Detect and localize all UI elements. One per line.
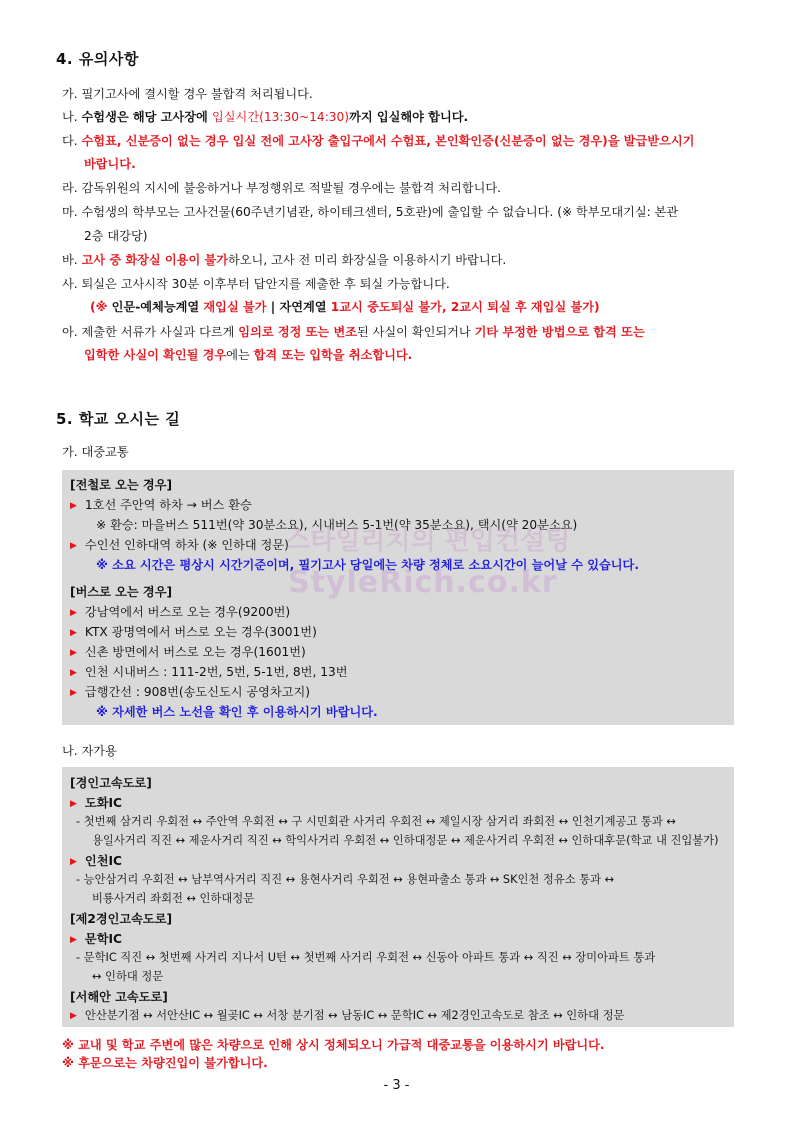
note-science: | 자연계열 [270, 300, 327, 314]
bullet-icon: ▶ [70, 541, 77, 551]
bullet-icon: ▶ [70, 608, 77, 618]
car-label: 나. 자가용 [62, 744, 117, 758]
notice-sa: 사. 퇴실은 고사시작 30분 이후부터 답안지를 제출한 후 퇴실 가능합니다. [62, 277, 450, 291]
page-number: - 3 - [383, 1078, 410, 1093]
notice-da-prefix: 다. [62, 134, 82, 148]
west-route [70, 1008, 624, 1025]
notice-na-time: 입실시간(13:30~14:30) [212, 110, 350, 124]
notice-na [62, 109, 468, 125]
footer-note-2: ※ 후문으로는 차량진입이 불가합니다. [62, 1056, 268, 1070]
notice-a-hl4: 합격 또는 입학을 취소합니다. [253, 348, 413, 362]
bullet-icon: ▶ [70, 688, 77, 698]
notice-ma-cont: 2층 대강당) [84, 229, 148, 243]
notice-a-hl1: 임의로 정정 또는 변조 [238, 325, 357, 339]
bullet-icon: ▶ [70, 628, 77, 638]
highway-2-heading: [제2경인고속도로] [70, 912, 173, 926]
bullet-icon: ▶ [70, 668, 77, 678]
bullet-icon: ▶ [70, 501, 77, 511]
note-open: (※ [90, 300, 112, 314]
bullet-icon: ▶ [70, 935, 77, 945]
munhak-route-1: - 문학IC 직진 ↔ 첫번째 사거리 지나서 U턴 ↔ 첫번째 사거리 우회전 ↔ 신동아 아파트 통과 ↔ 직진 ↔ 장미아파트 통과 [76, 951, 656, 964]
bus-item-text: 인천 시내버스 : 111-2번, 5번, 5-1번, 8번, 13번 [84, 665, 348, 679]
notice-ba [62, 252, 506, 268]
bus-heading: [버스로 오는 경우] [70, 585, 173, 599]
notice-sa-note [90, 299, 600, 315]
watermark-text: 스타일리치의 편입컨설팅 [285, 526, 571, 556]
notice-a-text: 아. 제출한 서류가 사실과 다르게 [62, 325, 239, 339]
west-route-text: 안산분기점 ↔ 서안산IC ↔ 월곶IC ↔ 서창 분기점 ↔ 남동IC ↔ 문학IC ↔ 제2경인고속도로 참조 ↔ 인하대 정문 [84, 1009, 625, 1022]
bus-item [70, 604, 290, 622]
notice-a-text2: 된 사실이 확인되거나 [356, 325, 475, 339]
rail-item-1 [70, 497, 252, 515]
highway-1-heading: [경인고속도로] [70, 776, 152, 790]
rail-heading: [전철로 오는 경우] [70, 478, 173, 492]
notice-ba-highlight: 고사 중 화장실 이용이 불가 [81, 253, 229, 267]
bullet-icon: ▶ [70, 857, 77, 867]
incheon-route-2: 비룡사거리 좌회전 ↔ 인하대정문 [92, 892, 255, 905]
section-5-title: 5. 학교 오시는 길 [56, 410, 181, 428]
notice-ba-prefix: 바. [62, 253, 82, 267]
bullet-icon: ▶ [70, 799, 77, 809]
bullet-icon: ▶ [70, 1011, 77, 1021]
public-transport-label: 가. 대중교통 [62, 445, 129, 459]
incheon-ic-label: 인천IC [84, 854, 122, 868]
notice-a-text3: 에는 [226, 348, 254, 362]
bus-item [70, 624, 317, 642]
notice-ra: 라. 감독위원의 지시에 불응하거나 부정행위로 적발될 경우에는 불합격 처리합니다. [62, 181, 502, 195]
notice-a-cont [84, 347, 412, 363]
notice-ma: 마. 수험생의 학부모는 고사건물(60주년기념관, 하이테크센터, 5호관)에 출입할 수 없습니다. (※ 학부모대기실: 본관 [62, 205, 679, 219]
bus-item-text: 급행간선 : 908번(송도신도시 공영차고지) [84, 685, 311, 699]
notice-da-text: 수험표, 신분증이 없는 경우 입실 전에 고사장 출입구에서 수험표, 본인확인증(신분증이 없는 경우)을 발급받으시기 [81, 134, 695, 148]
notice-na-end: 까지 입실해야 합니다. [349, 110, 469, 124]
incheon-ic [70, 853, 122, 871]
notice-da [62, 133, 694, 149]
bus-item-text: KTX 광명역에서 버스로 오는 경우(3001번) [84, 625, 317, 639]
note-reentry: 재입실 불가 [199, 300, 271, 314]
notice-ga: 가. 필기고사에 결시할 경우 불합격 처리됩니다. [62, 87, 313, 101]
note-science-rule: 1교시 중도퇴실 불가, 2교시 퇴실 후 재입실 불가) [326, 300, 600, 314]
rail-item-1-note: ※ 환승: 마을버스 511번(약 30분소요), 시내버스 5-1번(약 35분소요), 택시(약 20분소요) [96, 518, 578, 532]
dohwa-ic-label: 도화IC [84, 796, 122, 810]
watermark-url: StyleRich.co.kr [288, 565, 558, 600]
dohwa-route-2: 용일사거리 직진 ↔ 제운사거리 직진 ↔ 학익사거리 우회전 ↔ 인하대정문 ↔ 제운사거리 우회전 ↔ 인하대후문(학교 내 진입불가) [92, 834, 719, 847]
rail-item-2-text: 수인선 인하대역 하차 (※ 인하대 정문) [84, 538, 289, 552]
section-4-title: 4. 유의사항 [56, 50, 139, 68]
notice-a-hl2: 기타 부정한 방법으로 합격 또는 [474, 325, 645, 339]
notice-da-cont: 바랍니다. [84, 157, 136, 171]
rail-item-1-text: 1호선 주안역 하차 → 버스 환승 [84, 498, 252, 512]
notice-a [62, 324, 645, 340]
bus-item-text: 강남역에서 버스로 오는 경우(9200번) [84, 605, 291, 619]
footer-note-1: ※ 교내 및 학교 주변에 많은 차량으로 인해 상시 정체되오니 가급적 대중교통을 이용하시기 바랍니다. [62, 1038, 605, 1052]
munhak-route-2: ↔ 인하대 정문 [92, 970, 164, 983]
bus-item-text: 신촌 방면에서 버스로 오는 경우(1601번) [84, 645, 306, 659]
munhak-ic-label: 문학IC [84, 932, 122, 946]
bullet-icon: ▶ [70, 648, 77, 658]
bus-note: ※ 자세한 버스 노선을 확인 후 이용하시기 바랍니다. [96, 705, 378, 719]
bus-item [70, 644, 306, 662]
rail-note: ※ 소요 시간은 평상시 시간기준이며, 필기고사 당일에는 차량 정체로 소요시간이 늘어날 수 있습니다. [96, 558, 639, 572]
bus-item [70, 684, 310, 702]
highway-3-heading: [서해안 고속도로] [70, 990, 168, 1004]
incheon-route-1: - 능안삼거리 우회전 ↔ 남부역사거리 직진 ↔ 용현사거리 우회전 ↔ 용현파출소 통과 ↔ SK인천 정유소 통과 ↔ [76, 873, 615, 886]
notice-a-hl3: 입학한 사실이 확인될 경우 [84, 348, 227, 362]
note-humanities: 인문-예체능계열 [111, 300, 200, 314]
munhak-ic [70, 931, 122, 949]
dohwa-ic [70, 795, 122, 813]
dohwa-route-1: - 첫번째 삼거리 우회전 ↔ 주안역 우회전 ↔ 구 시민회관 사거리 우회전 ↔ 제일시장 삼거리 좌회전 ↔ 인천기계공고 통과 ↔ [76, 815, 676, 828]
bus-item [70, 664, 347, 682]
notice-na-text: 수험생은 해당 고사장에 [81, 110, 212, 124]
rail-item-2 [70, 537, 289, 555]
notice-ba-text: 하오니, 고사 전 미리 화장실을 이용하시기 바랍니다. [228, 253, 507, 267]
notice-na-prefix: 나. [62, 110, 82, 124]
